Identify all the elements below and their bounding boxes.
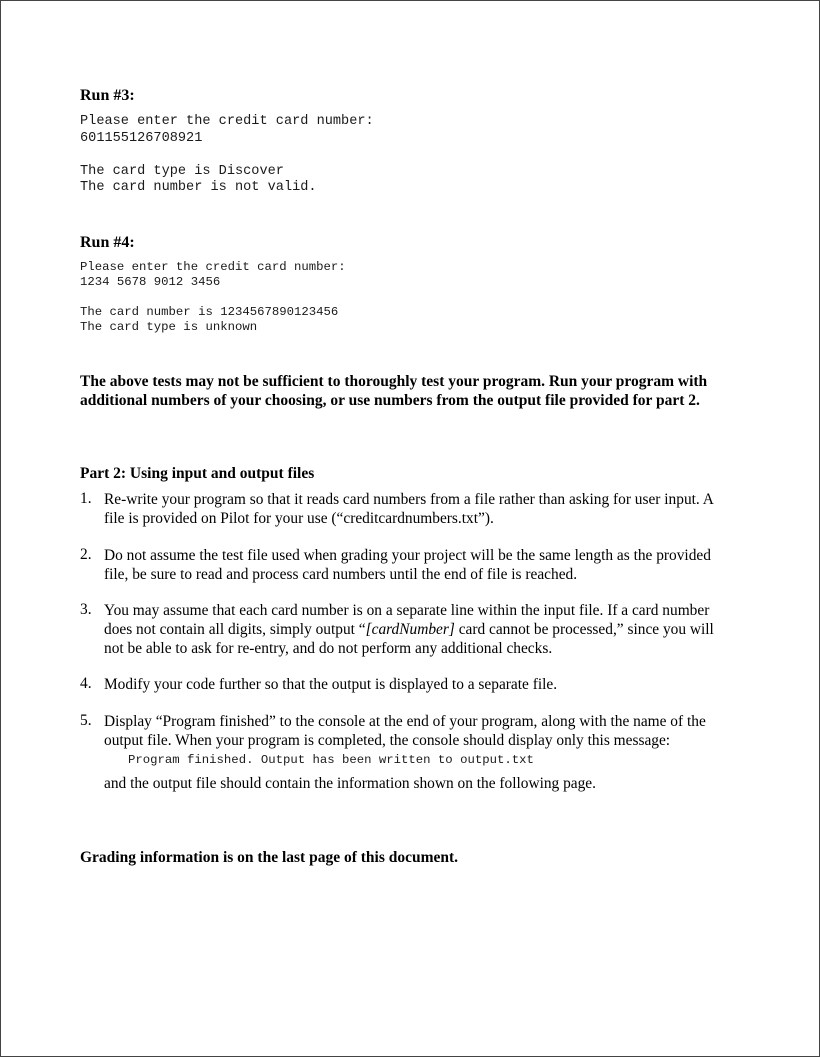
item-line: file is provided on Pilot for your use (“creditcardnumbers.txt”). bbox=[104, 510, 494, 527]
console-line: The card number is 1234567890123456 bbox=[80, 305, 339, 319]
console-line: The card number is not valid. bbox=[80, 180, 317, 195]
item-number: 5. bbox=[80, 712, 92, 729]
console-message-code: Program finished. Output has been written to output.txt bbox=[128, 753, 534, 767]
item-text: card cannot be processed,” since you will bbox=[454, 621, 714, 638]
item-line: and the output file should contain the information shown on the following page. bbox=[104, 775, 596, 792]
console-line: Please enter the credit card number: bbox=[80, 114, 374, 129]
card-number-placeholder: [cardNumber] bbox=[365, 621, 455, 638]
console-line bbox=[80, 290, 346, 305]
item-number: 4. bbox=[80, 675, 92, 692]
tests-note bbox=[80, 372, 707, 410]
item-line: You may assume that each card number is on a separate line within the input file. If a card number bbox=[104, 602, 710, 619]
item-number: 2. bbox=[80, 546, 92, 563]
list-item bbox=[104, 712, 754, 750]
grading-note: Grading information is on the last page of this document. bbox=[80, 849, 459, 866]
item-number: 1. bbox=[80, 490, 92, 507]
part2-heading: Part 2: Using input and output files bbox=[80, 465, 315, 482]
console-line: Please enter the credit card number: bbox=[80, 260, 346, 274]
list-item bbox=[104, 490, 754, 528]
item-line: Re-write your program so that it reads card numbers from a file rather than asking for user input. A bbox=[104, 491, 714, 508]
item-line: not be able to ask for re-entry, and do not perform any additional checks. bbox=[104, 640, 553, 657]
list-item bbox=[104, 675, 754, 694]
item-line: file, be sure to read and process card numbers until the end of file is reached. bbox=[104, 566, 578, 583]
item-line: output file. When your program is completed, the console should display only this message: bbox=[104, 732, 671, 749]
console-line: The card type is unknown bbox=[80, 320, 258, 334]
note-line: additional numbers of your choosing, or use numbers from the output file provided for part 2. bbox=[80, 392, 700, 409]
list-item bbox=[104, 546, 754, 584]
note-line: The above tests may not be sufficient to thoroughly test your program. Run your program with bbox=[80, 373, 708, 390]
list-item bbox=[104, 601, 754, 658]
run3-console-output bbox=[80, 114, 374, 197]
run4-console-output bbox=[80, 260, 346, 335]
item-line: Do not assume the test file used when grading your project will be the same length as the provided bbox=[104, 547, 711, 564]
item-number: 3. bbox=[80, 601, 92, 618]
item-line: Modify your code further so that the output is displayed to a separate file. bbox=[104, 676, 558, 693]
console-line: 1234 5678 9012 3456 bbox=[80, 275, 221, 289]
console-line bbox=[80, 147, 374, 164]
item-text: does not contain all digits, simply output “ bbox=[104, 621, 366, 638]
item-line: Display “Program finished” to the console at the end of your program, along with the name of the bbox=[104, 713, 706, 730]
run3-heading: Run #3: bbox=[80, 87, 135, 104]
run4-heading: Run #4: bbox=[80, 234, 135, 251]
console-line: 601155126708921 bbox=[80, 130, 203, 146]
item-line bbox=[104, 620, 754, 639]
console-line: The card type is Discover bbox=[80, 163, 284, 179]
